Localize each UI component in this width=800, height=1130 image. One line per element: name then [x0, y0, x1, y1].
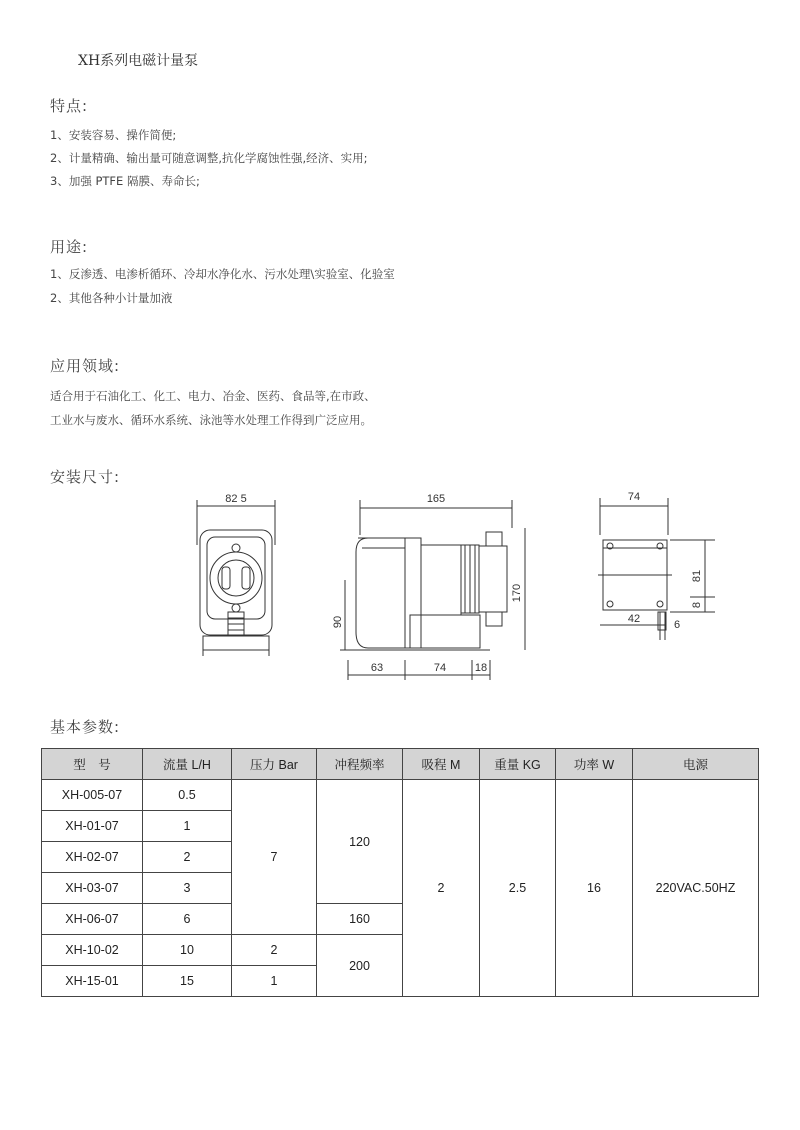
dim-side-d2: 74: [433, 662, 447, 674]
dim-side-d1: 63: [370, 662, 384, 674]
header-stroke: 冲程频率: [317, 749, 403, 780]
applications-heading: 应用领域:: [50, 357, 121, 375]
flow-cell: 3: [143, 873, 232, 904]
dim-side-height: 170: [511, 583, 523, 603]
install-heading: 安装尺寸:: [50, 468, 121, 486]
power-cell: 16: [556, 780, 633, 997]
features-heading: 特点:: [50, 97, 89, 115]
uses-heading: 用途:: [50, 238, 89, 256]
dim-back-d2: 6: [673, 619, 681, 631]
dim-side-left: 90: [332, 615, 344, 629]
pump-side-view: [340, 500, 525, 680]
dim-back-h2: 8: [691, 601, 703, 609]
stroke-cell: 120: [317, 780, 403, 904]
stroke-cell: 160: [317, 904, 403, 935]
flow-cell: 2: [143, 842, 232, 873]
table-header-row: [42, 749, 759, 780]
dim-front-width: 82 5: [225, 493, 247, 505]
params-heading: 基本参数:: [50, 718, 121, 736]
header-weight: 重量 KG: [480, 749, 556, 780]
pump-front-view: [197, 500, 275, 656]
flow-cell: 6: [143, 904, 232, 935]
dim-back-d1: 42: [627, 613, 641, 625]
model-cell: XH-005-07: [42, 780, 143, 811]
params-table: [41, 748, 759, 997]
pressure-cell: 2: [232, 935, 317, 966]
header-power: 功率 W: [556, 749, 633, 780]
dim-back-width: 74: [627, 491, 641, 503]
flow-cell: 15: [143, 966, 232, 997]
header-flow: 流量 L/H: [143, 749, 232, 780]
suction-cell: 2: [403, 780, 480, 997]
weight-cell: 2.5: [480, 780, 556, 997]
model-cell: XH-01-07: [42, 811, 143, 842]
flow-cell: 10: [143, 935, 232, 966]
use-item: 1、反渗透、电渗析循环、冷却水净化水、污水处理\实验室、化验室: [50, 267, 395, 281]
stroke-cell: 200: [317, 935, 403, 997]
table-row: [42, 780, 759, 811]
model-cell: XH-06-07: [42, 904, 143, 935]
flow-cell: 0.5: [143, 780, 232, 811]
header-model: 型 号: [42, 749, 143, 780]
dim-back-h1: 81: [691, 569, 703, 583]
document-title: XH系列电磁计量泵: [78, 53, 199, 69]
feature-item: 2、计量精确、输出量可随意调整,抗化学腐蚀性强,经济、实用;: [50, 151, 368, 165]
pressure-cell: 1: [232, 966, 317, 997]
supply-cell: 220VAC.50HZ: [633, 780, 759, 997]
header-pressure: 压力 Bar: [232, 749, 317, 780]
dim-side-d3: 18: [474, 662, 488, 674]
feature-item: 1、安装容易、操作简便;: [50, 128, 177, 142]
model-cell: XH-03-07: [42, 873, 143, 904]
applications-line: 适合用于石油化工、化工、电力、冶金、医药、食品等,在市政、: [50, 389, 376, 403]
dim-side-length: 165: [426, 493, 446, 505]
pressure-cell: 7: [232, 780, 317, 935]
pump-back-view: [598, 498, 715, 640]
use-item: 2、其他各种小计量加液: [50, 291, 173, 305]
applications-line: 工业水与废水、循环水系统、泳池等水处理工作得到广泛应用。: [50, 413, 372, 427]
header-supply: 电源: [633, 749, 759, 780]
flow-cell: 1: [143, 811, 232, 842]
model-cell: XH-02-07: [42, 842, 143, 873]
header-suction: 吸程 M: [403, 749, 480, 780]
model-cell: XH-15-01: [42, 966, 143, 997]
model-cell: XH-10-02: [42, 935, 143, 966]
feature-item: 3、加强 PTFE 隔膜、寿命长;: [50, 174, 200, 188]
